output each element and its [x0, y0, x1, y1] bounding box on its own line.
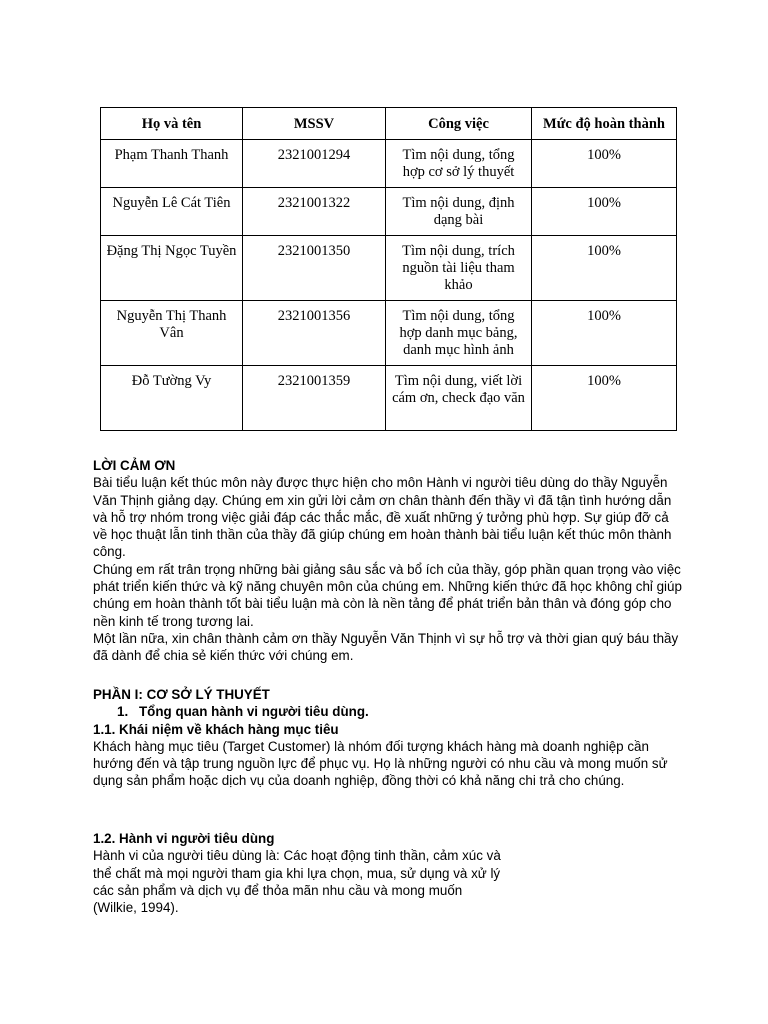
- thanks-paragraph-2: Chúng em rất trân trọng những bài giảng sâu sắc và bổ ích của thầy, góp phần quan trọng vào việc phát triển kiến thức và kỹ năng chuyên môn của chúng em. Những kiến thức đã học không chỉ giúp chúng em hoàn thành tốt bài tiểu luận mà còn là nền tảng để phát triển bản thân và đóng góp cho nền kinh tế trong tương lai.: [93, 561, 682, 629]
- subsection-1-1-text: Khách hàng mục tiêu (Target Customer) là nhóm đối tượng khách hàng mà doanh nghiệp cần hướng đến và tập trung nguồn lực để phục vụ. Họ là những người có nhu cầu và mong muốn sử dụng sản phẩm hoặc dịch vụ của doanh nghiệp, đồng thời có khả năng chi trả cho chúng.: [93, 738, 668, 789]
- part1-section: [93, 686, 683, 790]
- subsection-1-2-heading: 1.2. Hành vi người tiêu dùng: [93, 831, 275, 846]
- subsection-1-1-heading: 1.1. Khái niệm về khách hàng mục tiêu: [93, 721, 339, 737]
- numbered-item: [93, 703, 683, 720]
- thanks-heading: LỜI CẢM ƠN: [93, 458, 176, 473]
- member-task-table: [100, 107, 677, 431]
- cell-name: Đỗ Tường Vy: [101, 366, 243, 431]
- cell-task: Tìm nội dung, định dạng bài: [386, 188, 532, 236]
- thanks-paragraph-1: Bài tiểu luận kết thúc môn này được thực hiện cho môn Hành vi người tiêu dùng do thầy Nguyễn Văn Thịnh giảng dạy. Chúng em xin gửi lời cảm ơn chân thành đến thầy vì đã tận tình hướng dẫn và hỗ trợ nhóm trong việc giải đáp các thắc mắc, đề xuất những ý tưởng phù hợp. Sự giúp đỡ cả về học thuật lẫn tinh thần của thầy đã giúp chúng em hoàn thành bài tiểu luận kết thúc môn thành công.: [93, 475, 672, 560]
- table-row: [101, 366, 677, 431]
- item-number: 1.: [117, 704, 129, 720]
- table-header-row: [101, 108, 677, 140]
- subsection-1-2-text: Hành vi của người tiêu dùng là: Các hoạt động tinh thần, cảm xúc và thể chất mà mọi người tham gia khi lựa chọn, mua, sử dụng và xử lý các sản phẩm và dịch vụ để thỏa mãn nhu cầu và mong muốn (Wilkie, 1994).: [93, 848, 501, 916]
- table-row: [101, 188, 677, 236]
- cell-name: Nguyễn Lê Cát Tiên: [101, 188, 243, 236]
- table-row: [101, 236, 677, 301]
- cell-completion: 100%: [532, 366, 677, 431]
- cell-task: Tìm nội dung, tổng hợp danh mục bảng, danh mục hình ảnh: [386, 301, 532, 366]
- cell-student-id: 2321001294: [243, 140, 386, 188]
- cell-name: Nguyễn Thị Thanh Vân: [101, 301, 243, 366]
- header-completion: Mức độ hoàn thành: [532, 108, 677, 140]
- subsection-1-2: [93, 830, 683, 916]
- cell-completion: 100%: [532, 301, 677, 366]
- cell-completion: 100%: [532, 236, 677, 301]
- header-name: Họ và tên: [101, 108, 243, 140]
- item-text: Tổng quan hành vi người tiêu dùng.: [139, 704, 369, 720]
- cell-name: Phạm Thanh Thanh: [101, 140, 243, 188]
- thanks-paragraph-3: Một lần nữa, xin chân thành cảm ơn thầy Nguyễn Văn Thịnh vì sự hỗ trợ và thời gian quý báu thầy đã dành để chia sẻ kiến thức với chúng em.: [93, 630, 679, 664]
- header-task: Công việc: [386, 108, 532, 140]
- cell-student-id: 2321001359: [243, 366, 386, 431]
- cell-task: Tìm nội dung, tổng hợp cơ sở lý thuyết: [386, 140, 532, 188]
- header-student-id: MSSV: [243, 108, 386, 140]
- part1-heading: PHẦN I: CƠ SỞ LÝ THUYẾT: [93, 687, 270, 702]
- cell-name: Đặng Thị Ngọc Tuyền: [101, 236, 243, 301]
- thanks-section: [93, 457, 683, 665]
- cell-student-id: 2321001356: [243, 301, 386, 366]
- cell-student-id: 2321001350: [243, 236, 386, 301]
- table-row: [101, 140, 677, 188]
- cell-student-id: 2321001322: [243, 188, 386, 236]
- cell-task: Tìm nội dung, viết lời cám ơn, check đạo văn: [386, 366, 532, 431]
- table-row: [101, 301, 677, 366]
- cell-completion: 100%: [532, 140, 677, 188]
- cell-task: Tìm nội dung, trích nguồn tài liệu tham khảo: [386, 236, 532, 301]
- cell-completion: 100%: [532, 188, 677, 236]
